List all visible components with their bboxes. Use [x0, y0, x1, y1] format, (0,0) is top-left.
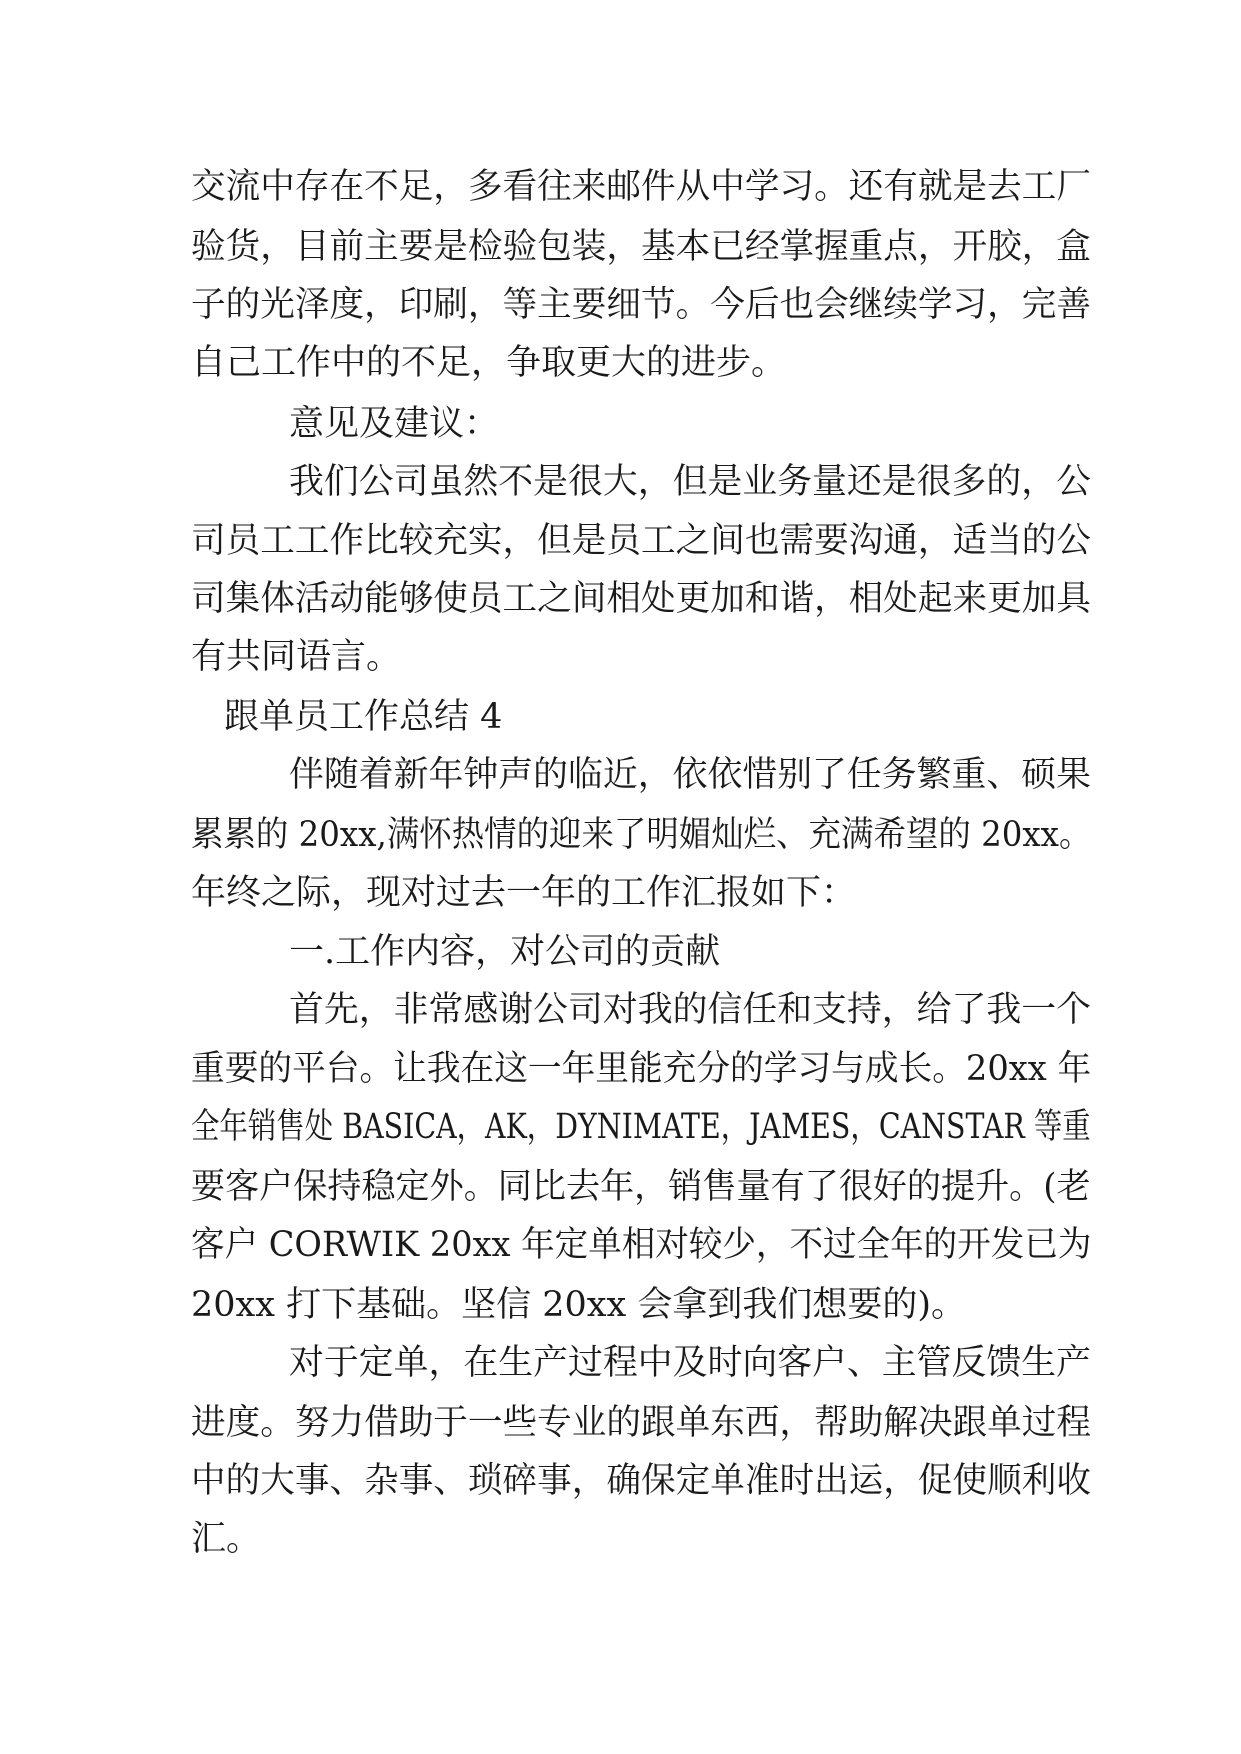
- paragraph-line: 司员工工作比较充实，但是员工之间也需要沟通，适当的公: [191, 521, 1092, 561]
- paragraph-line: 重要的平台。让我在这一年里能充分的学习与成长。20xx 年: [191, 1049, 1092, 1089]
- paragraph-line: 全年销售处 BASICA，AK，DYNIMATE，JAMES，CANSTAR 等重: [191, 1107, 1091, 1147]
- paragraph-line: 对于定单，在生产过程中及时向客户、主管反馈生产: [289, 1343, 1092, 1383]
- paragraph-line: 自己工作中的不足，争取更大的进步。: [191, 343, 787, 383]
- paragraph-line: 验货，目前主要是检验包装，基本已经掌握重点，开胶，盒: [191, 227, 1092, 267]
- paragraph-line: 中的大事、杂事、琐碎事，确保定单准时出运，促使顺利收: [191, 1461, 1092, 1501]
- section-title: 跟单员工作总结 4: [224, 697, 503, 737]
- paragraph-line: 年终之际，现对过去一年的工作汇报如下：: [191, 873, 857, 913]
- paragraph-line: 伴随着新年钟声的临近，依依惜别了任务繁重、硕果: [289, 755, 1092, 795]
- paragraph-line: 司集体活动能够使员工之间相处更加和谐，相处起来更加具: [191, 579, 1092, 619]
- paragraph-line: 首先，非常感谢公司对我的信任和支持，给了我一个: [289, 990, 1092, 1030]
- paragraph-line: 汇。: [191, 1519, 262, 1559]
- paragraph-line: 20xx 打下基础。坚信 20xx 会拿到我们想要的)。: [191, 1285, 967, 1325]
- paragraph-line: 有共同语言。: [191, 637, 402, 677]
- subsection-heading: 一.工作内容，对公司的贡献: [289, 932, 721, 972]
- paragraph-line: 子的光泽度，印刷，等主要细节。今后也会继续学习，完善: [191, 285, 1092, 325]
- paragraph-line: 交流中存在不足，多看往来邮件从中学习。还有就是去工厂: [191, 167, 1092, 207]
- paragraph-line: 进度。努力借助于一些专业的跟单东西，帮助解决跟单过程: [191, 1403, 1092, 1443]
- paragraph-line: 累累的 20xx,满怀热情的迎来了明媚灿烂、充满希望的 20xx。: [191, 815, 1092, 855]
- paragraph-line: 客户 CORWIK 20xx 年定单相对较少，不过全年的开发已为: [191, 1225, 1092, 1265]
- section-heading-suggestions: 意见及建议：: [289, 404, 500, 444]
- paragraph-line: 我们公司虽然不是很大，但是业务量还是很多的，公: [289, 462, 1092, 502]
- paragraph-line: 要客户保持稳定外。同比去年，销售量有了很好的提升。(老: [191, 1167, 1091, 1207]
